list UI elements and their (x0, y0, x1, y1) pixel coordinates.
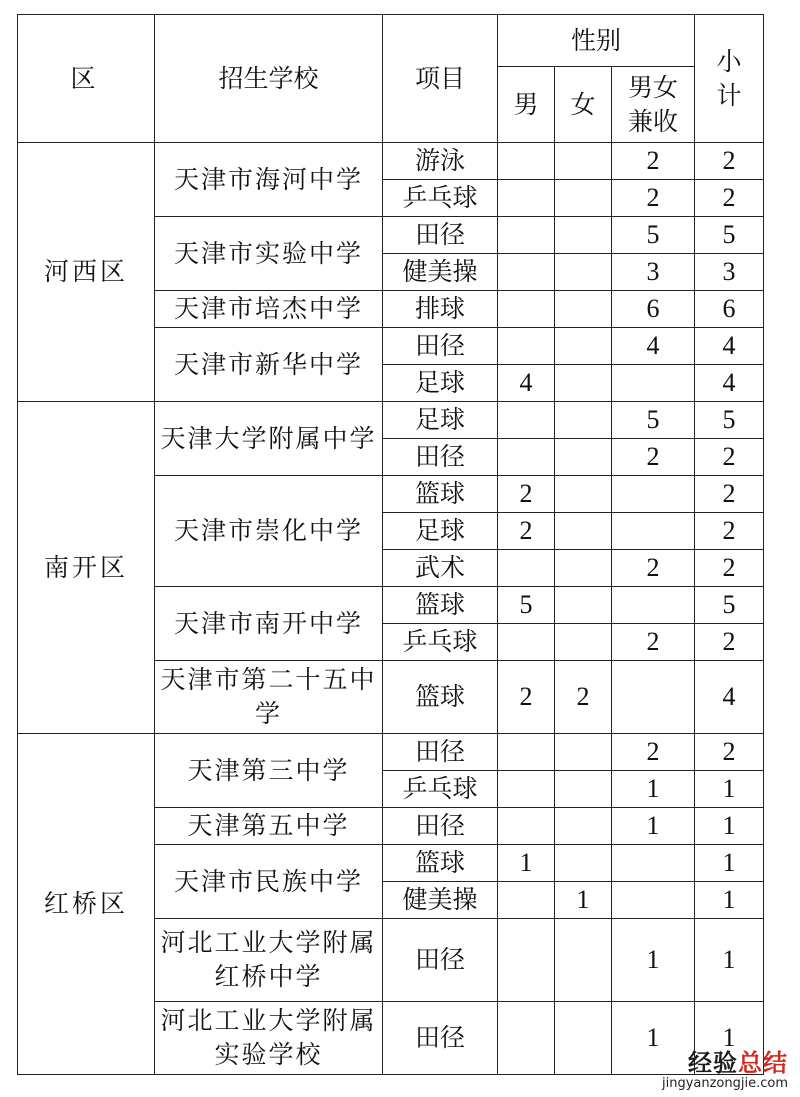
coed-cell: 1 (612, 808, 695, 845)
header-row-1 (18, 15, 764, 67)
male-cell (498, 328, 555, 365)
school-cell: 天津市培杰中学 (155, 291, 383, 328)
school-cell: 天津第三中学 (155, 734, 383, 808)
coed-cell: 2 (612, 180, 695, 217)
male-cell (498, 734, 555, 771)
male-cell (498, 882, 555, 919)
header-male: 男 (498, 67, 555, 143)
coed-cell: 2 (612, 624, 695, 661)
school-cell: 天津市新华中学 (155, 328, 383, 402)
project-cell: 篮球 (383, 587, 498, 624)
subtotal-cell: 1 (695, 1002, 764, 1075)
subtotal-cell: 2 (695, 180, 764, 217)
subtotal-cell: 4 (695, 328, 764, 365)
subtotal-cell: 1 (695, 882, 764, 919)
female-cell (555, 402, 612, 439)
female-cell (555, 808, 612, 845)
subtotal-cell: 5 (695, 402, 764, 439)
female-cell (555, 365, 612, 402)
project-cell: 篮球 (383, 845, 498, 882)
subtotal-cell: 1 (695, 845, 764, 882)
project-cell: 田径 (383, 439, 498, 476)
male-cell (498, 291, 555, 328)
project-cell: 乒乓球 (383, 180, 498, 217)
project-cell: 健美操 (383, 254, 498, 291)
male-cell (498, 808, 555, 845)
female-cell (555, 291, 612, 328)
female-cell (555, 328, 612, 365)
female-cell (555, 1002, 612, 1075)
subtotal-cell: 6 (695, 291, 764, 328)
male-cell: 2 (498, 513, 555, 550)
male-cell (498, 180, 555, 217)
project-cell: 田径 (383, 328, 498, 365)
coed-cell: 2 (612, 550, 695, 587)
header-subtotal: 小 计 (695, 15, 764, 143)
coed-cell: 1 (612, 771, 695, 808)
subtotal-cell: 2 (695, 513, 764, 550)
project-cell: 足球 (383, 513, 498, 550)
header-school: 招生学校 (155, 15, 383, 143)
coed-cell (612, 587, 695, 624)
male-cell (498, 402, 555, 439)
female-cell (555, 771, 612, 808)
male-cell: 1 (498, 845, 555, 882)
watermark-url: jingyanzongjie.com (661, 1076, 788, 1091)
subtotal-cell: 1 (695, 919, 764, 1002)
project-cell: 田径 (383, 808, 498, 845)
district-cell: 红桥区 (18, 734, 155, 1075)
project-cell: 田径 (383, 734, 498, 771)
subtotal-cell: 2 (695, 734, 764, 771)
coed-cell: 2 (612, 439, 695, 476)
subtotal-cell: 3 (695, 254, 764, 291)
female-cell (555, 180, 612, 217)
coed-cell: 3 (612, 254, 695, 291)
male-cell (498, 254, 555, 291)
coed-cell (612, 365, 695, 402)
subtotal-cell: 2 (695, 143, 764, 180)
school-cell: 天津市海河中学 (155, 143, 383, 217)
project-cell: 田径 (383, 919, 498, 1002)
male-cell (498, 217, 555, 254)
subtotal-cell: 2 (695, 624, 764, 661)
school-cell: 天津市实验中学 (155, 217, 383, 291)
school-cell: 河北工业大学附属红桥中学 (155, 919, 383, 1002)
subtotal-cell: 1 (695, 771, 764, 808)
district-cell: 河西区 (18, 143, 155, 402)
project-cell: 篮球 (383, 661, 498, 734)
header-female: 女 (555, 67, 612, 143)
female-cell (555, 254, 612, 291)
project-cell: 篮球 (383, 476, 498, 513)
school-cell: 天津市第二十五中学 (155, 661, 383, 734)
project-cell: 乒乓球 (383, 624, 498, 661)
project-cell: 健美操 (383, 882, 498, 919)
enrollment-table-container (17, 14, 764, 1075)
female-cell: 2 (555, 661, 612, 734)
header-gender: 性别 (498, 15, 695, 67)
male-cell: 2 (498, 476, 555, 513)
coed-cell: 5 (612, 217, 695, 254)
project-cell: 武术 (383, 550, 498, 587)
female-cell (555, 143, 612, 180)
coed-cell: 5 (612, 402, 695, 439)
female-cell (555, 734, 612, 771)
coed-cell (612, 882, 695, 919)
enrollment-table (17, 14, 764, 1075)
header-project: 项目 (383, 15, 498, 143)
coed-cell: 2 (612, 734, 695, 771)
male-cell (498, 439, 555, 476)
coed-cell: 1 (612, 919, 695, 1002)
female-cell (555, 513, 612, 550)
project-cell: 田径 (383, 1002, 498, 1075)
coed-cell: 1 (612, 1002, 695, 1075)
subtotal-cell: 2 (695, 550, 764, 587)
female-cell (555, 439, 612, 476)
coed-cell (612, 845, 695, 882)
male-cell: 5 (498, 587, 555, 624)
table-body (18, 15, 764, 1075)
school-cell: 天津市南开中学 (155, 587, 383, 661)
subtotal-cell: 2 (695, 439, 764, 476)
male-cell (498, 550, 555, 587)
header-district: 区 (18, 15, 155, 143)
coed-cell: 4 (612, 328, 695, 365)
female-cell (555, 217, 612, 254)
project-cell: 足球 (383, 365, 498, 402)
district-cell: 南开区 (18, 402, 155, 734)
coed-cell: 6 (612, 291, 695, 328)
male-cell (498, 143, 555, 180)
school-cell: 天津市民族中学 (155, 845, 383, 919)
subtotal-cell: 2 (695, 476, 764, 513)
project-cell: 田径 (383, 217, 498, 254)
coed-cell (612, 513, 695, 550)
male-cell (498, 624, 555, 661)
subtotal-cell: 5 (695, 587, 764, 624)
female-cell (555, 919, 612, 1002)
male-cell: 4 (498, 365, 555, 402)
project-cell: 足球 (383, 402, 498, 439)
subtotal-cell: 4 (695, 661, 764, 734)
coed-cell: 2 (612, 143, 695, 180)
school-cell: 天津市崇化中学 (155, 476, 383, 587)
female-cell (555, 587, 612, 624)
coed-cell (612, 661, 695, 734)
male-cell (498, 1002, 555, 1075)
subtotal-cell: 4 (695, 365, 764, 402)
school-cell: 河北工业大学附属实验学校 (155, 1002, 383, 1075)
female-cell (555, 624, 612, 661)
watermark-brand: 经验总结 (688, 1049, 788, 1077)
female-cell (555, 476, 612, 513)
project-cell: 游泳 (383, 143, 498, 180)
male-cell (498, 919, 555, 1002)
subtotal-cell: 5 (695, 217, 764, 254)
female-cell: 1 (555, 882, 612, 919)
table-row (18, 143, 764, 180)
project-cell: 乒乓球 (383, 771, 498, 808)
school-cell: 天津第五中学 (155, 808, 383, 845)
male-cell (498, 771, 555, 808)
coed-cell (612, 476, 695, 513)
table-row (18, 734, 764, 771)
female-cell (555, 550, 612, 587)
table-row (18, 402, 764, 439)
subtotal-cell: 1 (695, 808, 764, 845)
female-cell (555, 845, 612, 882)
school-cell: 天津大学附属中学 (155, 402, 383, 476)
male-cell: 2 (498, 661, 555, 734)
header-coed: 男女 兼收 (612, 67, 695, 143)
project-cell: 排球 (383, 291, 498, 328)
